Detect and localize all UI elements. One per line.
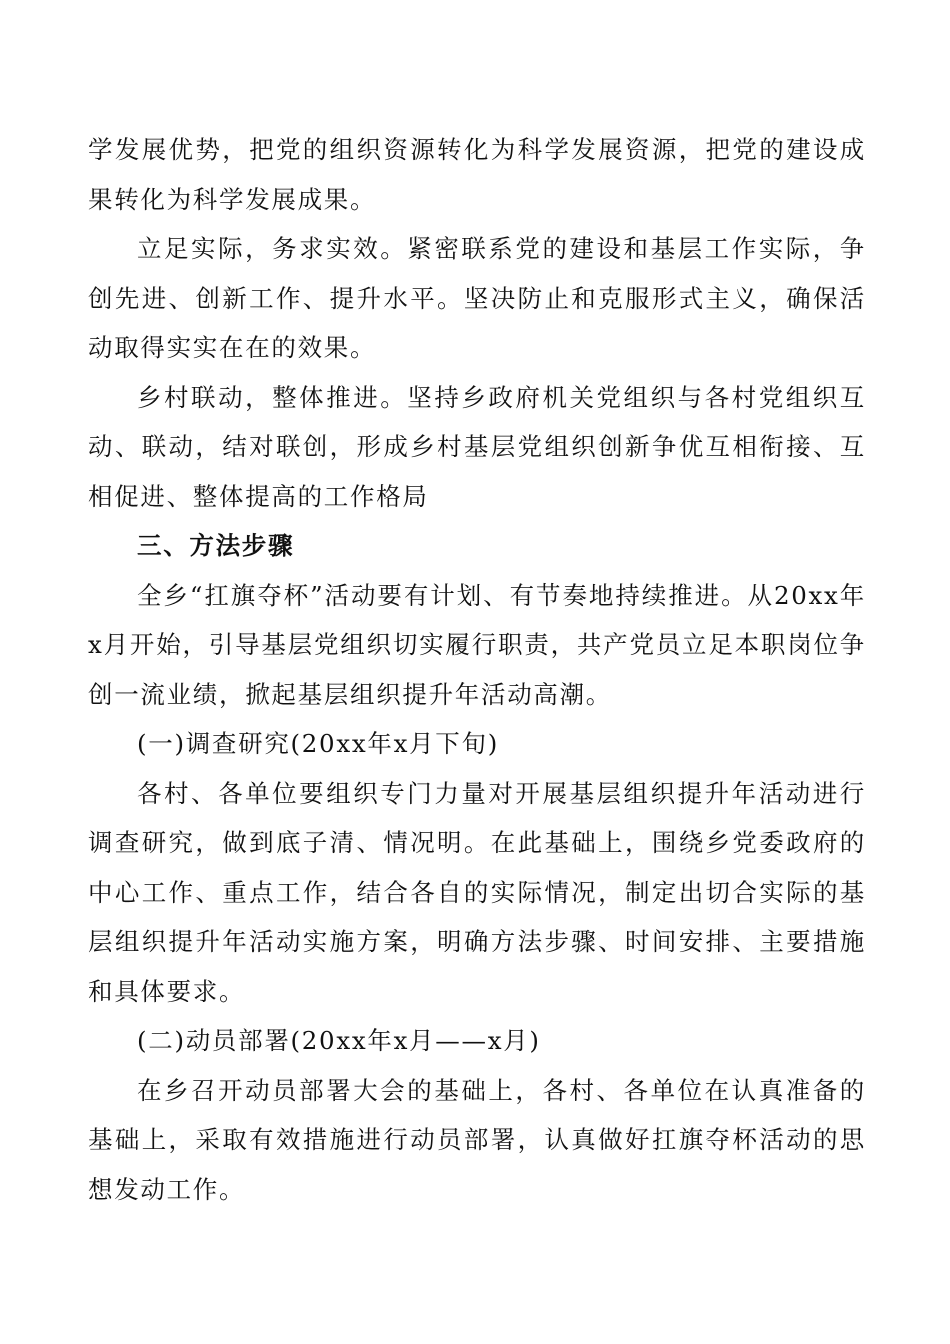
- paragraph-research: 各村、各单位要组织专门力量对开展基层组织提升年活动进行调查研究，做到底子清、情况明。在此基础上，围绕乡党委政府的中心工作、重点工作，结合各自的实际情况，制定出切合实际的基层组织提升年活动实施方案，明确方法步骤、时间安排、主要措施和具体要求。: [88, 778, 866, 1006]
- paragraph-activity-plan: 全乡“扛旗夺杯”活动要有计划、有节奏地持续推进。从20xx年x月开始，引导基层党组织切实履行职责，共产党员立足本职岗位争创一流业绩，掀起基层组织提升年活动高潮。: [88, 580, 866, 709]
- paragraph-practical: 立足实际，务求实效。紧密联系党的建设和基层工作实际，争创先进、创新工作、提升水平。坚决防止和克服形式主义，确保活动取得实实在在的效果。: [88, 234, 866, 362]
- paragraph-mobilization: 在乡召开动员部署大会的基础上，各村、各单位在认真准备的基础上，采取有效措施进行动员部署，认真做好扛旗夺杯活动的思想发动工作。: [88, 1075, 866, 1204]
- paragraph-continuation: 学发展优势，把党的组织资源转化为科学发展资源，把党的建设成果转化为科学发展成果。: [88, 135, 866, 214]
- subheading-mobilization: (二)动员部署(20xx年x月——x月): [137, 1026, 541, 1055]
- subheading-research: (一)调查研究(20xx年x月下旬): [137, 729, 499, 758]
- section-heading-methods: 三、方法步骤: [137, 531, 295, 560]
- paragraph-linkage: 乡村联动，整体推进。坚持乡政府机关党组织与各村党组织互动、联动，结对联创，形成乡村基层党组织创新争优互相衔接、互相促进、整体提高的工作格局: [88, 382, 866, 511]
- document-body: [88, 125, 866, 1214]
